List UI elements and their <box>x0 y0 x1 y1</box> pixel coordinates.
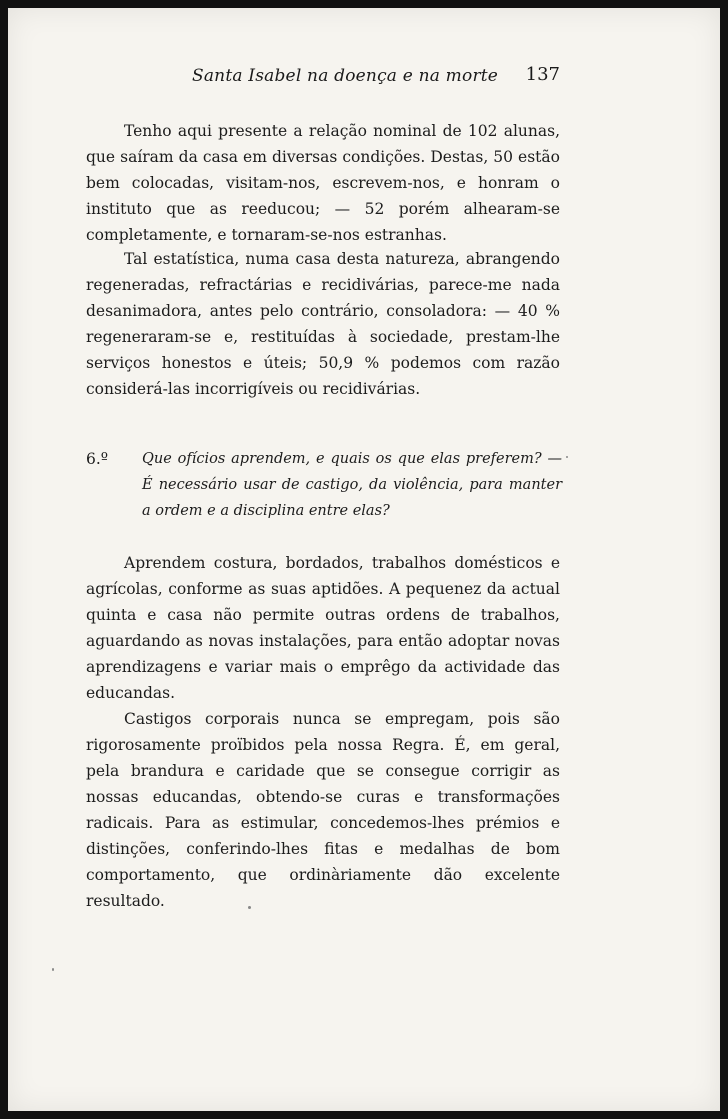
paper-speck <box>52 968 54 971</box>
paragraph-trades: Aprendem costura, bordados, trabalhos domésticos e agrícolas, conforme as suas aptidões. A pequenez da actual quinta e casa não permite outras ordens de trabalhos, aguardando as novas instalações, para então adoptar novas aprendizagens e variar mais o emprêgo da actividade das educandas. <box>86 554 560 702</box>
paragraph-discipline: Castigos corporais nunca se empregam, pois são rigorosamente proïbidos pela nossa Regra. É, em geral, pela brandura e caridade que se consegue corrigir as nossas educandas, obtendo-se curas e transformações radicais. Para as estimular, concedemos-lhes prémios e distinções, conferindo-lhes fitas e medalhas de bom comportamento, que ordinàriamente dão excelente resultado. <box>86 710 560 910</box>
paper-speck <box>566 456 568 458</box>
question-number: 6.º <box>86 450 109 468</box>
page-header <box>80 64 560 94</box>
running-title: Santa Isabel na doença e na morte <box>192 66 499 86</box>
paragraph-statistics: Tal estatística, numa casa desta natureza, abrangendo regeneradas, refractárias e recidivárias, parece-me nada desanimadora, antes pelo contrário, consoladora: — 40 % regeneraram-se e, restituídas à sociedade, prestam-lhe serviços honestos e úteis; 50,9 % podemos com razão considerá-las incorrigíveis ou recidivárias. <box>86 250 560 398</box>
paragraph-student-records: Tenho aqui presente a relação nominal de 102 alunas, que saíram da casa em diversas condições. Destas, 50 estão bem colocadas, visitam-nos, escrevem-nos, e honram o instituto que as reeducou; — 52 porém alhearam-se completamente, e tornaram-se-nos estranhas. <box>86 122 560 244</box>
paper-speck <box>248 906 251 909</box>
question-text: Que ofícios aprendem, e quais os que elas preferem? — É necessário usar de castigo, da violência, para manter a ordem e a disciplina entre elas? <box>142 451 562 519</box>
page-number: 137 <box>525 64 560 85</box>
